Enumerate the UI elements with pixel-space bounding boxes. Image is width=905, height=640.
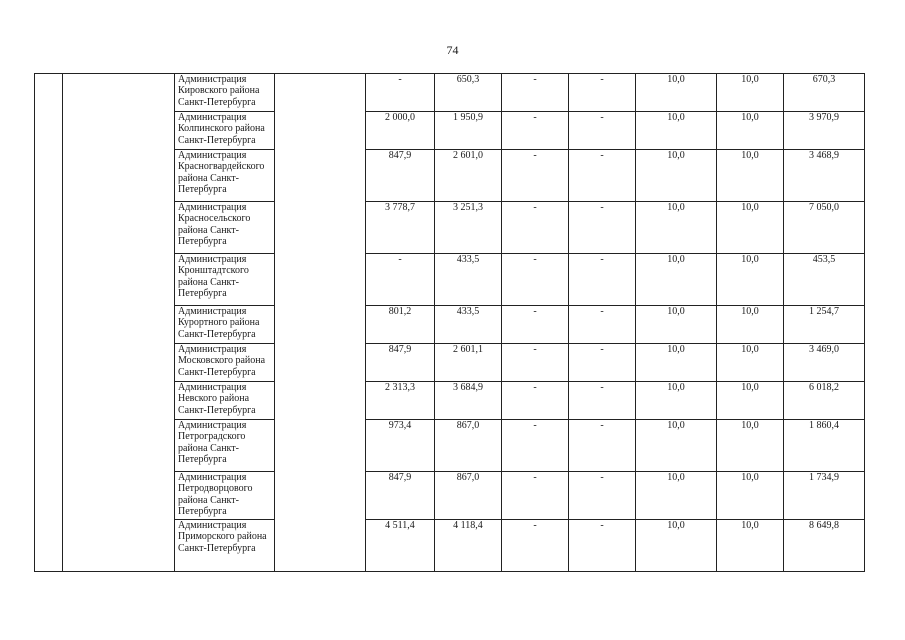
empty-cell bbox=[275, 520, 366, 572]
empty-cell bbox=[63, 306, 175, 344]
value-cell-c4: - bbox=[569, 472, 636, 520]
empty-cell bbox=[35, 520, 63, 572]
value-cell-c2: 4 118,4 bbox=[435, 520, 502, 572]
value-cell-c5: 10,0 bbox=[636, 420, 717, 472]
value-cell-c5: 10,0 bbox=[636, 520, 717, 572]
value-cell-c6: 10,0 bbox=[717, 420, 784, 472]
value-cell-c2: 2 601,0 bbox=[435, 150, 502, 202]
value-cell-c5: 10,0 bbox=[636, 472, 717, 520]
table-row bbox=[35, 74, 865, 112]
district-name-cell: Администрация Красногвардейского района Санкт-Петербурга bbox=[175, 150, 275, 202]
table-row bbox=[35, 112, 865, 150]
empty-cell bbox=[35, 74, 63, 112]
value-cell-c5: 10,0 bbox=[636, 344, 717, 382]
value-cell-c3: - bbox=[502, 306, 569, 344]
value-cell-c4: - bbox=[569, 382, 636, 420]
empty-cell bbox=[275, 472, 366, 520]
empty-cell bbox=[275, 306, 366, 344]
district-name-cell: Администрация Невского района Санкт-Петербурга bbox=[175, 382, 275, 420]
empty-cell bbox=[63, 520, 175, 572]
value-cell-c3: - bbox=[502, 150, 569, 202]
value-cell-c2: 867,0 bbox=[435, 420, 502, 472]
value-cell-c1: 801,2 bbox=[366, 306, 435, 344]
value-cell-c2: 650,3 bbox=[435, 74, 502, 112]
value-cell-c5: 10,0 bbox=[636, 202, 717, 254]
empty-cell bbox=[275, 202, 366, 254]
empty-cell bbox=[275, 420, 366, 472]
value-cell-c7: 3 469,0 bbox=[784, 344, 865, 382]
value-cell-c7: 6 018,2 bbox=[784, 382, 865, 420]
value-cell-c2: 1 950,9 bbox=[435, 112, 502, 150]
value-cell-c4: - bbox=[569, 150, 636, 202]
value-cell-c3: - bbox=[502, 74, 569, 112]
value-cell-c1: 847,9 bbox=[366, 472, 435, 520]
table-row bbox=[35, 306, 865, 344]
value-cell-c5: 10,0 bbox=[636, 150, 717, 202]
table-row bbox=[35, 254, 865, 306]
value-cell-c4: - bbox=[569, 306, 636, 344]
value-cell-c6: 10,0 bbox=[717, 112, 784, 150]
table-row bbox=[35, 344, 865, 382]
value-cell-c2: 433,5 bbox=[435, 306, 502, 344]
value-cell-c1: 3 778,7 bbox=[366, 202, 435, 254]
value-cell-c6: 10,0 bbox=[717, 344, 784, 382]
district-name-cell: Администрация Петроградского района Санкт-Петербурга bbox=[175, 420, 275, 472]
value-cell-c6: 10,0 bbox=[717, 202, 784, 254]
table-row bbox=[35, 472, 865, 520]
table-row bbox=[35, 202, 865, 254]
value-cell-c3: - bbox=[502, 344, 569, 382]
value-cell-c6: 10,0 bbox=[717, 472, 784, 520]
empty-cell bbox=[63, 112, 175, 150]
value-cell-c7: 453,5 bbox=[784, 254, 865, 306]
value-cell-c7: 8 649,8 bbox=[784, 520, 865, 572]
empty-cell bbox=[35, 472, 63, 520]
value-cell-c4: - bbox=[569, 112, 636, 150]
empty-cell bbox=[35, 150, 63, 202]
value-cell-c1: 847,9 bbox=[366, 150, 435, 202]
empty-cell bbox=[63, 74, 175, 112]
empty-cell bbox=[63, 150, 175, 202]
value-cell-c3: - bbox=[502, 254, 569, 306]
empty-cell bbox=[35, 202, 63, 254]
value-cell-c4: - bbox=[569, 520, 636, 572]
value-cell-c7: 670,3 bbox=[784, 74, 865, 112]
value-cell-c3: - bbox=[502, 472, 569, 520]
empty-cell bbox=[275, 344, 366, 382]
value-cell-c6: 10,0 bbox=[717, 74, 784, 112]
district-name-cell: Администрация Петродворцового района Санкт-Петербурга bbox=[175, 472, 275, 520]
value-cell-c6: 10,0 bbox=[717, 254, 784, 306]
value-cell-c4: - bbox=[569, 420, 636, 472]
empty-cell bbox=[35, 382, 63, 420]
empty-cell bbox=[35, 306, 63, 344]
value-cell-c5: 10,0 bbox=[636, 306, 717, 344]
page-number: 74 bbox=[446, 43, 459, 57]
empty-cell bbox=[35, 254, 63, 306]
empty-cell bbox=[275, 254, 366, 306]
value-cell-c7: 1 860,4 bbox=[784, 420, 865, 472]
empty-cell bbox=[63, 420, 175, 472]
value-cell-c3: - bbox=[502, 420, 569, 472]
empty-cell bbox=[35, 112, 63, 150]
value-cell-c2: 3 251,3 bbox=[435, 202, 502, 254]
empty-cell bbox=[63, 382, 175, 420]
empty-cell bbox=[63, 254, 175, 306]
district-name-cell: Администрация Красносельского района Санкт-Петербурга bbox=[175, 202, 275, 254]
value-cell-c7: 7 050,0 bbox=[784, 202, 865, 254]
value-cell-c3: - bbox=[502, 520, 569, 572]
empty-cell bbox=[63, 472, 175, 520]
value-cell-c1: 973,4 bbox=[366, 420, 435, 472]
table-row bbox=[35, 382, 865, 420]
value-cell-c2: 3 684,9 bbox=[435, 382, 502, 420]
value-cell-c4: - bbox=[569, 254, 636, 306]
value-cell-c1: 2 000,0 bbox=[366, 112, 435, 150]
table-row bbox=[35, 420, 865, 472]
value-cell-c3: - bbox=[502, 202, 569, 254]
empty-cell bbox=[35, 344, 63, 382]
value-cell-c7: 1 734,9 bbox=[784, 472, 865, 520]
value-cell-c6: 10,0 bbox=[717, 382, 784, 420]
value-cell-c4: - bbox=[569, 74, 636, 112]
district-name-cell: Администрация Кировского района Санкт-Петербурга bbox=[175, 74, 275, 112]
value-cell-c4: - bbox=[569, 344, 636, 382]
value-cell-c4: - bbox=[569, 202, 636, 254]
value-cell-c5: 10,0 bbox=[636, 74, 717, 112]
empty-cell bbox=[275, 382, 366, 420]
value-cell-c6: 10,0 bbox=[717, 520, 784, 572]
value-cell-c5: 10,0 bbox=[636, 112, 717, 150]
value-cell-c7: 3 970,9 bbox=[784, 112, 865, 150]
value-cell-c2: 867,0 bbox=[435, 472, 502, 520]
value-cell-c1: 2 313,3 bbox=[366, 382, 435, 420]
value-cell-c1: - bbox=[366, 74, 435, 112]
district-name-cell: Администрация Кронштадтского района Санкт-Петербурга bbox=[175, 254, 275, 306]
district-name-cell: Администрация Колпинского района Санкт-Петербурга bbox=[175, 112, 275, 150]
district-name-cell: Администрация Приморского района Санкт-Петербурга bbox=[175, 520, 275, 572]
empty-cell bbox=[275, 150, 366, 202]
value-cell-c3: - bbox=[502, 382, 569, 420]
value-cell-c6: 10,0 bbox=[717, 306, 784, 344]
table-row bbox=[35, 150, 865, 202]
empty-cell bbox=[63, 202, 175, 254]
district-name-cell: Администрация Курортного района Санкт-Петербурга bbox=[175, 306, 275, 344]
empty-cell bbox=[63, 344, 175, 382]
budget-table bbox=[34, 73, 865, 572]
value-cell-c7: 3 468,9 bbox=[784, 150, 865, 202]
district-name-cell: Администрация Московского района Санкт-Петербурга bbox=[175, 344, 275, 382]
value-cell-c3: - bbox=[502, 112, 569, 150]
value-cell-c1: - bbox=[366, 254, 435, 306]
empty-cell bbox=[275, 74, 366, 112]
value-cell-c1: 4 511,4 bbox=[366, 520, 435, 572]
value-cell-c2: 433,5 bbox=[435, 254, 502, 306]
value-cell-c5: 10,0 bbox=[636, 254, 717, 306]
table-row bbox=[35, 520, 865, 572]
value-cell-c6: 10,0 bbox=[717, 150, 784, 202]
value-cell-c5: 10,0 bbox=[636, 382, 717, 420]
value-cell-c1: 847,9 bbox=[366, 344, 435, 382]
empty-cell bbox=[35, 420, 63, 472]
value-cell-c2: 2 601,1 bbox=[435, 344, 502, 382]
empty-cell bbox=[275, 112, 366, 150]
value-cell-c7: 1 254,7 bbox=[784, 306, 865, 344]
